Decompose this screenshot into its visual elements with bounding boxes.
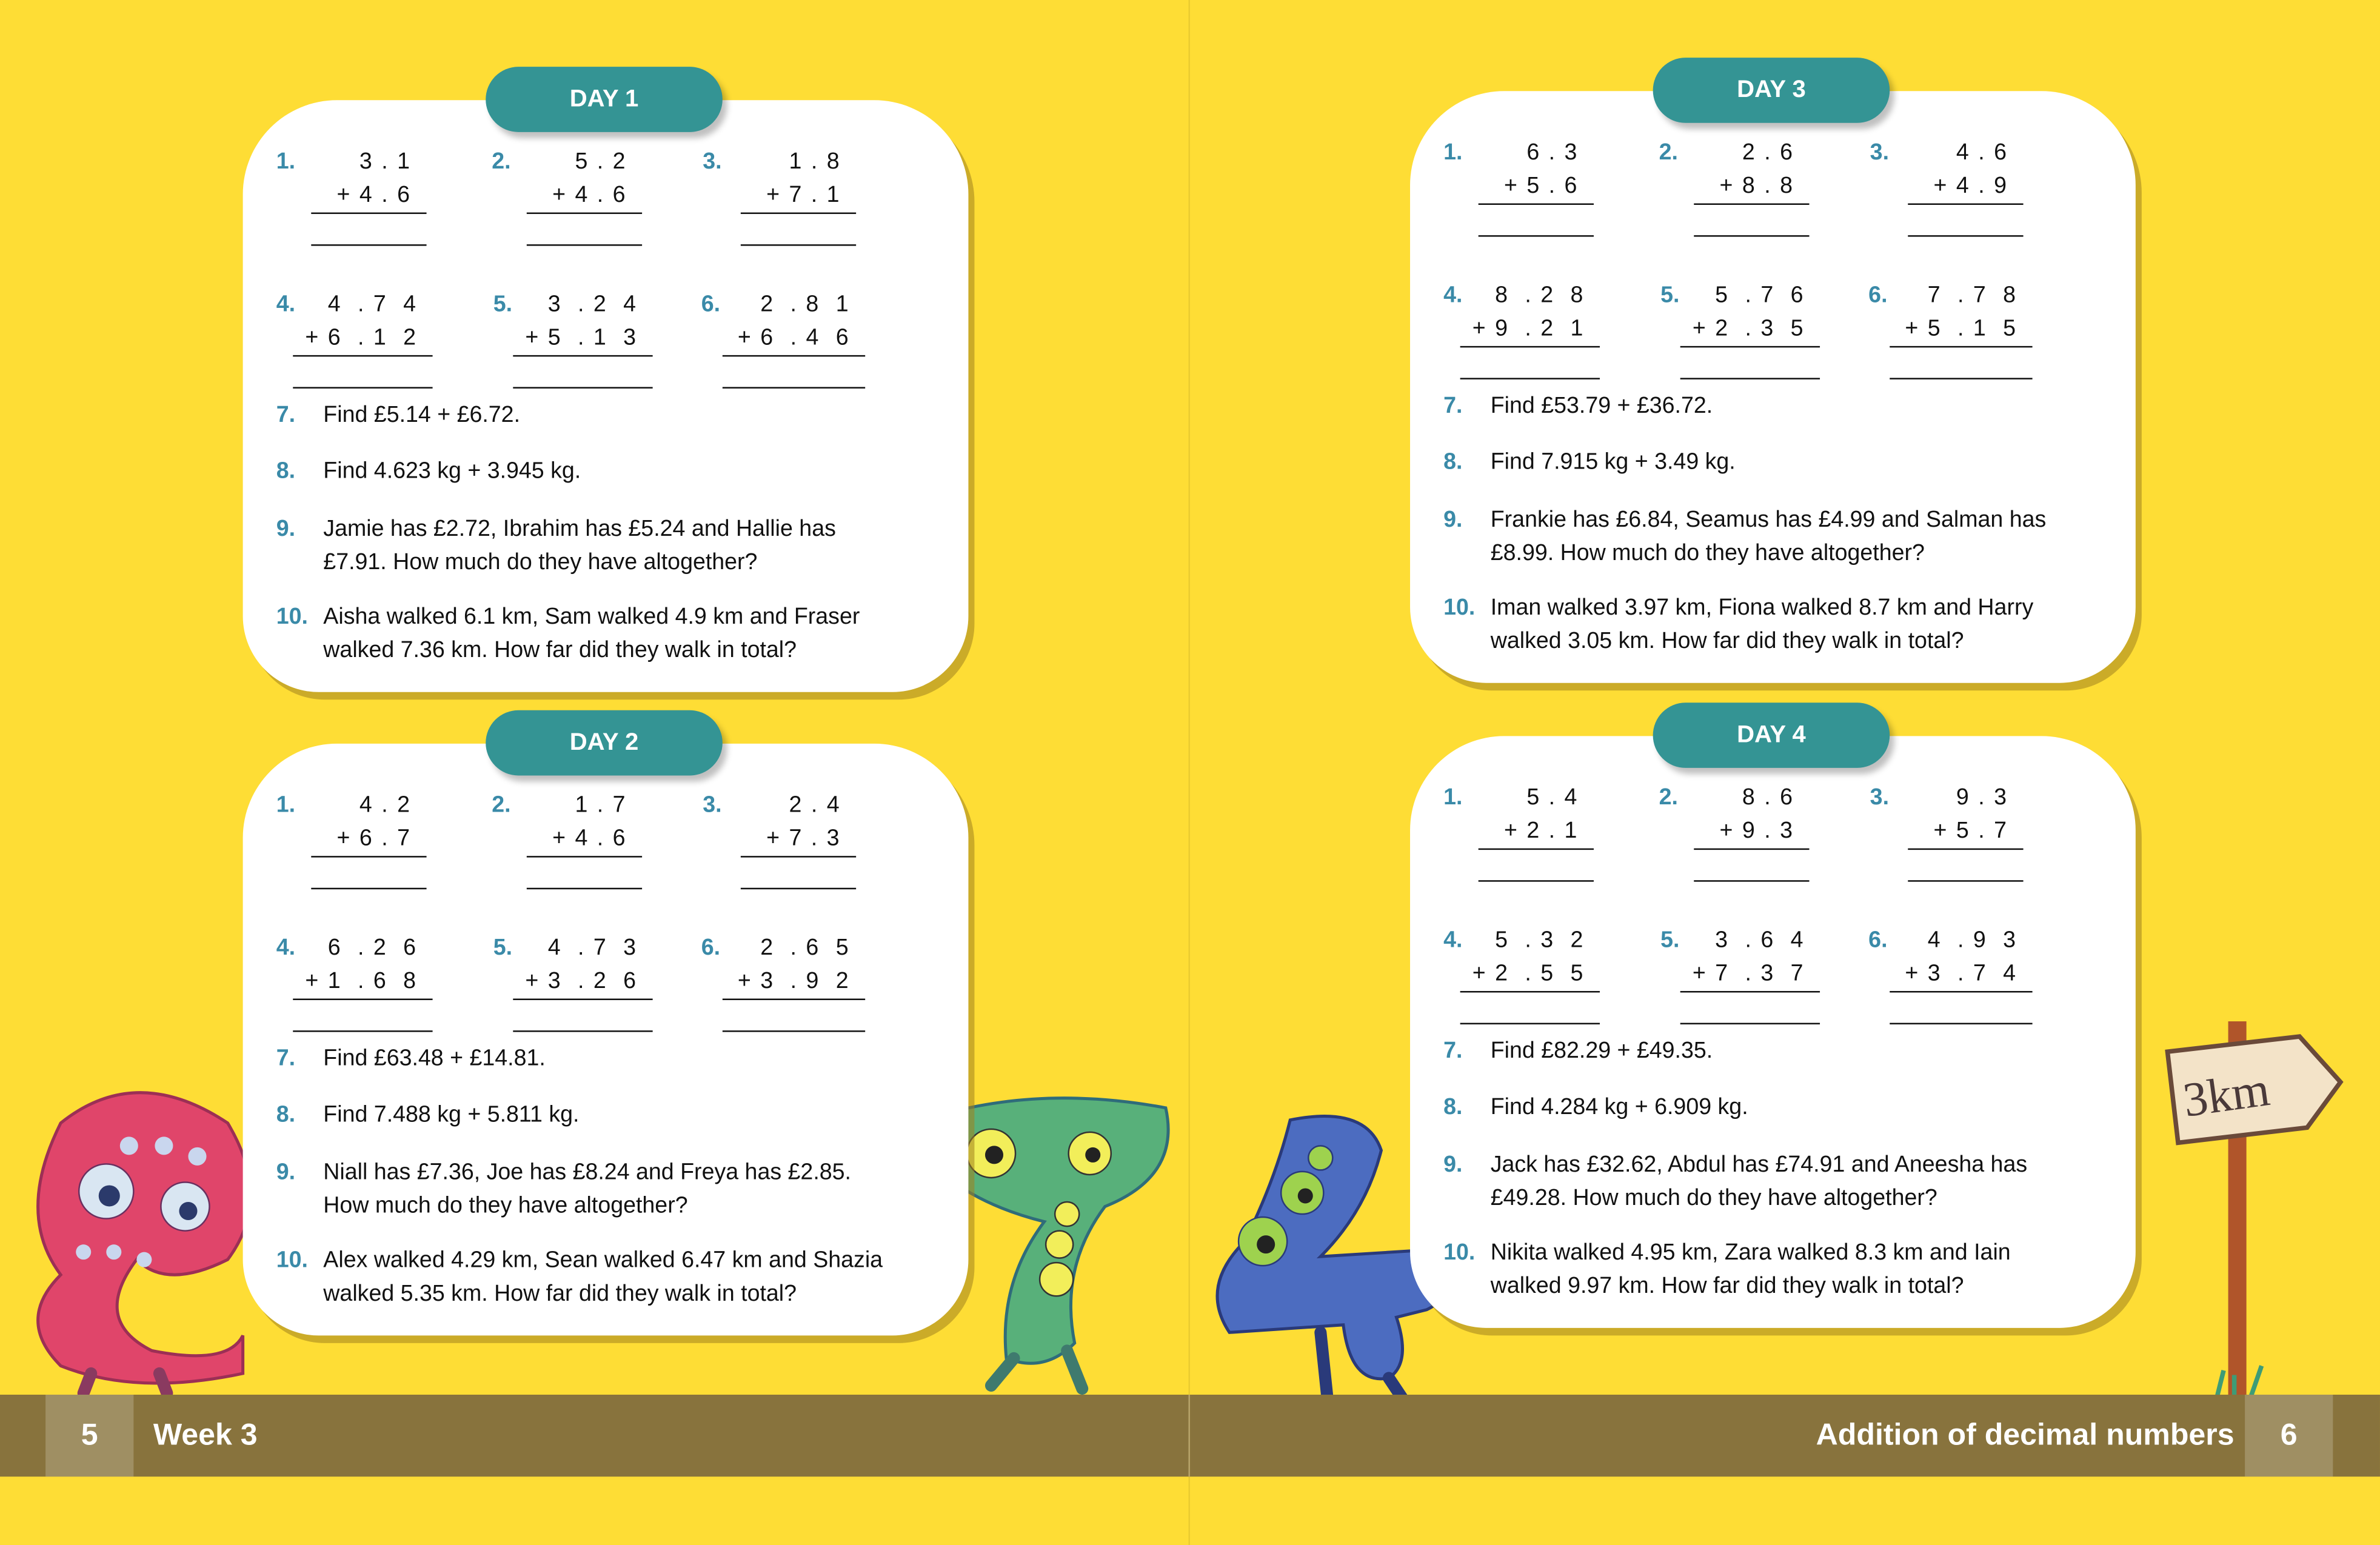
question-line: walked 7.36 km. How far did they walk in total? — [323, 637, 797, 664]
question-number: 2. — [1659, 139, 1678, 165]
answer-line[interactable] — [1908, 880, 2023, 882]
sum-rule — [1908, 204, 2023, 205]
answer-line[interactable] — [513, 1030, 652, 1032]
answer-line[interactable] — [723, 1030, 865, 1032]
answer-line[interactable] — [1460, 1023, 1600, 1025]
addend-top: 2 . 8 1 — [760, 291, 851, 318]
column-addition — [527, 789, 642, 889]
question-number: 6. — [701, 935, 721, 961]
word-question — [323, 601, 860, 668]
question-number: 8. — [1443, 1094, 1463, 1120]
addend-top: 5 . 3 2 — [1495, 927, 1585, 953]
word-question — [1491, 1035, 1713, 1069]
addend-bottom: + 6 . 7 — [336, 826, 412, 852]
addend-top: 3 . 6 4 — [1715, 927, 1805, 953]
question-line: How much do they have altogether? — [323, 1192, 688, 1219]
word-question — [1491, 446, 1736, 479]
question-number: 9. — [1443, 507, 1463, 533]
sum-rule — [1890, 346, 2032, 348]
addend-top: 3 . 1 — [359, 148, 412, 175]
addend-top: 4 . 7 4 — [327, 291, 418, 318]
question-number: 2. — [1659, 784, 1678, 811]
question-line: Nikita walked 4.95 km, Zara walked 8.3 km and Iain — [1490, 1240, 2011, 1266]
addend-top: 7 . 7 8 — [1927, 282, 2017, 309]
question-line: Find £82.29 + £49.35. — [1490, 1038, 1713, 1064]
word-question — [323, 513, 836, 579]
question-number: 8. — [276, 458, 296, 484]
answer-line[interactable] — [1890, 1023, 2032, 1025]
addend-top: 4 . 2 — [359, 792, 412, 818]
sum-rule — [1460, 991, 1600, 993]
question-number: 4. — [1443, 927, 1463, 953]
question-line: Iman walked 3.97 km, Fiona walked 8.7 km and Harry — [1490, 595, 2034, 621]
question-number: 7. — [1443, 1038, 1463, 1064]
answer-line[interactable] — [1694, 235, 1809, 237]
question-number: 1. — [1443, 784, 1463, 811]
question-number: 3. — [1870, 784, 1890, 811]
sum-rule — [1908, 849, 2023, 850]
addend-bottom: + 8 . 8 — [1719, 173, 1794, 199]
sum-rule — [311, 856, 426, 858]
question-line: Find £63.48 + £14.81. — [323, 1046, 546, 1072]
addend-bottom: + 7 . 1 — [766, 182, 841, 209]
column-addition — [1890, 924, 2032, 1024]
answer-line[interactable] — [1479, 235, 1594, 237]
footer-divider — [1188, 1395, 1190, 1477]
question-number: 5. — [493, 935, 513, 961]
question-line: Find £53.79 + £36.72. — [1490, 393, 1713, 419]
answer-line[interactable] — [1460, 378, 1600, 379]
addend-bottom: + 5 . 1 5 — [1905, 315, 2017, 342]
addend-top: 8 . 2 8 — [1495, 282, 1585, 309]
answer-line[interactable] — [527, 244, 642, 246]
word-question — [323, 1244, 883, 1311]
addend-top: 2 . 4 — [789, 792, 841, 818]
sum-rule — [1680, 991, 1820, 993]
page-number-right: 6 — [2245, 1395, 2333, 1477]
sum-rule — [1890, 991, 2032, 993]
question-line: Frankie has £6.84, Seamus has £4.99 and Salman has — [1490, 507, 2047, 533]
question-line: Jack has £32.62, Abdul has £74.91 and Aneesha has — [1490, 1152, 2028, 1178]
answer-line[interactable] — [527, 888, 642, 890]
addend-top: 8 . 6 — [1742, 784, 1794, 811]
column-addition — [513, 289, 652, 389]
answer-line[interactable] — [1908, 235, 2023, 237]
answer-line[interactable] — [1680, 378, 1820, 379]
sum-rule — [527, 213, 642, 215]
addend-bottom: + 4 . 6 — [336, 182, 412, 209]
column-addition — [1680, 279, 1820, 379]
column-addition — [1479, 781, 1594, 881]
day-1-card — [243, 100, 969, 692]
addend-bottom: + 7 . 3 — [766, 826, 841, 852]
question-number: 7. — [276, 1046, 296, 1072]
addend-bottom: + 4 . 9 — [1933, 173, 2008, 199]
addend-top: 6 . 2 6 — [327, 935, 418, 961]
question-number: 5. — [1660, 282, 1680, 309]
sum-rule — [741, 213, 856, 215]
sum-rule — [293, 355, 432, 357]
word-question — [323, 455, 581, 489]
question-number: 6. — [1868, 927, 1888, 953]
question-number: 5. — [493, 291, 513, 318]
question-number: 1. — [276, 148, 296, 175]
addend-bottom: + 1 . 6 8 — [305, 968, 418, 994]
addend-top: 6 . 3 — [1526, 139, 1579, 165]
word-question — [323, 399, 520, 432]
addend-bottom: + 5 . 6 — [1503, 173, 1579, 199]
question-line: walked 3.05 km. How far did they walk in total? — [1490, 628, 1964, 655]
column-addition — [293, 932, 432, 1032]
column-addition — [311, 145, 426, 245]
word-question — [1491, 1237, 2011, 1304]
column-addition — [527, 145, 642, 245]
column-addition — [1908, 781, 2023, 881]
sum-rule — [1460, 346, 1600, 348]
question-line: £49.28. How much do they have altogether? — [1490, 1185, 1937, 1212]
column-addition — [513, 932, 652, 1032]
addend-top: 2 . 6 5 — [760, 935, 851, 961]
addend-bottom: + 3 . 2 6 — [525, 968, 638, 994]
question-number: 2. — [492, 792, 511, 818]
addend-top: 4 . 9 3 — [1927, 927, 2017, 953]
question-number: 7. — [276, 402, 296, 429]
question-number: 6. — [1868, 282, 1888, 309]
addend-bottom: + 9 . 3 — [1719, 818, 1794, 844]
addend-bottom: + 7 . 3 7 — [1692, 960, 1805, 987]
week-title: Week 3 — [153, 1419, 258, 1453]
answer-line[interactable] — [741, 244, 856, 246]
addend-top: 9 . 3 — [1956, 784, 2008, 811]
answer-line[interactable] — [293, 387, 432, 389]
sum-rule — [723, 355, 865, 357]
question-line: £8.99. How much do they have altogether? — [1490, 540, 1925, 566]
addend-top: 5 . 4 — [1526, 784, 1579, 811]
question-line: Jamie has £2.72, Ibrahim has £5.24 and Hallie has — [323, 516, 836, 542]
column-addition — [723, 289, 865, 389]
day-3-card — [1410, 91, 2136, 682]
addend-bottom: + 6 . 4 6 — [737, 324, 851, 351]
day-4-card — [1410, 736, 2136, 1327]
addend-top: 3 . 2 4 — [547, 291, 638, 318]
answer-line[interactable] — [1890, 378, 2032, 379]
sum-rule — [513, 355, 652, 357]
word-question — [1491, 1149, 2027, 1215]
question-number: 2. — [492, 148, 511, 175]
answer-line[interactable] — [741, 888, 856, 890]
question-line: Alex walked 4.29 km, Sean walked 6.47 km and Shazia — [323, 1247, 883, 1273]
addend-top: 2 . 6 — [1742, 139, 1794, 165]
question-line: walked 5.35 km. How far did they walk in total? — [323, 1281, 797, 1307]
answer-line[interactable] — [311, 244, 426, 246]
question-number: 8. — [276, 1101, 296, 1128]
question-line: Find 4.284 kg + 6.909 kg. — [1490, 1094, 1748, 1120]
day-2-header: DAY 2 — [486, 710, 723, 776]
answer-line[interactable] — [1694, 880, 1809, 882]
question-line: Find 4.623 kg + 3.945 kg. — [323, 458, 581, 484]
addend-bottom: + 5 . 1 3 — [525, 324, 638, 351]
signpost-text: 3km — [2179, 1062, 2273, 1127]
column-addition — [1694, 136, 1809, 236]
addend-bottom: + 3 . 9 2 — [737, 968, 851, 994]
question-line: Aisha walked 6.1 km, Sam walked 4.9 km and Fraser — [323, 604, 860, 630]
page-number-left: 5 — [45, 1395, 133, 1477]
addend-bottom: + 5 . 7 — [1933, 818, 2008, 844]
sum-rule — [293, 999, 432, 1001]
page-gutter — [1188, 0, 1190, 1545]
question-number: 3. — [703, 148, 722, 175]
day-2-card — [243, 744, 969, 1335]
question-number: 1. — [276, 792, 296, 818]
answer-line[interactable] — [1479, 880, 1594, 882]
addend-bottom: + 4 . 6 — [552, 826, 627, 852]
column-addition — [1460, 279, 1600, 379]
question-number: 7. — [1443, 393, 1463, 419]
day-4-header: DAY 4 — [1653, 702, 1890, 768]
column-addition — [741, 145, 856, 245]
question-line: Niall has £7.36, Joe has £8.24 and Freya has £2.85. — [323, 1159, 851, 1186]
answer-line[interactable] — [513, 387, 652, 389]
word-question — [1491, 592, 2033, 658]
addend-bottom: + 2 . 5 5 — [1472, 960, 1585, 987]
question-line: £7.91. How much do they have altogether? — [323, 549, 758, 575]
pink-monster-illustration — [0, 1063, 273, 1397]
addend-bottom: + 4 . 6 — [552, 182, 627, 209]
addend-top: 4 . 6 — [1956, 139, 2008, 165]
question-number: 4. — [276, 291, 296, 318]
question-number: 3. — [703, 792, 722, 818]
column-addition — [293, 289, 432, 389]
question-number: 10. — [276, 604, 308, 630]
day-1-header: DAY 1 — [486, 67, 723, 132]
word-question — [1491, 390, 1713, 423]
question-line: Find 7.488 kg + 5.811 kg. — [323, 1101, 580, 1128]
sum-rule — [1479, 204, 1594, 205]
question-number: 6. — [701, 291, 721, 318]
question-number: 9. — [276, 1159, 296, 1186]
column-addition — [1694, 781, 1809, 881]
question-number: 9. — [276, 516, 296, 542]
question-number: 8. — [1443, 449, 1463, 475]
question-number: 4. — [276, 935, 296, 961]
addend-bottom: + 6 . 1 2 — [305, 324, 418, 351]
addend-top: 4 . 7 3 — [547, 935, 638, 961]
sum-rule — [741, 856, 856, 858]
column-addition — [1479, 136, 1594, 236]
addend-bottom: + 2 . 3 5 — [1692, 315, 1805, 342]
column-addition — [1890, 279, 2032, 379]
question-number: 3. — [1870, 139, 1890, 165]
sum-rule — [1680, 346, 1820, 348]
question-line: Find 7.915 kg + 3.49 kg. — [1490, 449, 1736, 475]
answer-line[interactable] — [293, 1030, 432, 1032]
question-number: 5. — [1660, 927, 1680, 953]
column-addition — [1460, 924, 1600, 1024]
column-addition — [1680, 924, 1820, 1024]
column-addition — [1908, 136, 2023, 236]
sum-rule — [1694, 204, 1809, 205]
word-question — [1491, 1091, 1748, 1124]
word-question — [1491, 504, 2047, 570]
question-line: Find £5.14 + £6.72. — [323, 402, 521, 429]
topic-title: Addition of decimal numbers — [1816, 1419, 2235, 1453]
addend-top: 5 . 7 6 — [1715, 282, 1805, 309]
day-3-header: DAY 3 — [1653, 58, 1890, 123]
word-question — [323, 1099, 579, 1132]
sum-rule — [723, 999, 865, 1001]
signpost-illustration — [2155, 1014, 2352, 1409]
question-number: 10. — [1443, 595, 1476, 621]
word-question — [323, 1156, 851, 1223]
sum-rule — [1694, 849, 1809, 850]
sum-rule — [1479, 849, 1594, 850]
column-addition — [723, 932, 865, 1032]
addend-top: 1 . 7 — [575, 792, 627, 818]
addend-bottom: + 3 . 7 4 — [1905, 960, 2017, 987]
addend-top: 5 . 2 — [575, 148, 627, 175]
question-number: 10. — [276, 1247, 308, 1273]
answer-line[interactable] — [311, 888, 426, 890]
answer-line[interactable] — [723, 387, 865, 389]
question-number: 1. — [1443, 139, 1463, 165]
question-number: 10. — [1443, 1240, 1476, 1266]
sum-rule — [311, 213, 426, 215]
addend-bottom: + 9 . 2 1 — [1472, 315, 1585, 342]
sum-rule — [527, 856, 642, 858]
column-addition — [741, 789, 856, 889]
column-addition — [311, 789, 426, 889]
question-line: walked 9.97 km. How far did they walk in total? — [1490, 1273, 1964, 1300]
sum-rule — [513, 999, 652, 1001]
word-question — [323, 1043, 545, 1076]
question-number: 9. — [1443, 1152, 1463, 1178]
question-number: 4. — [1443, 282, 1463, 309]
addend-top: 1 . 8 — [789, 148, 841, 175]
answer-line[interactable] — [1680, 1023, 1820, 1025]
addend-bottom: + 2 . 1 — [1503, 818, 1579, 844]
